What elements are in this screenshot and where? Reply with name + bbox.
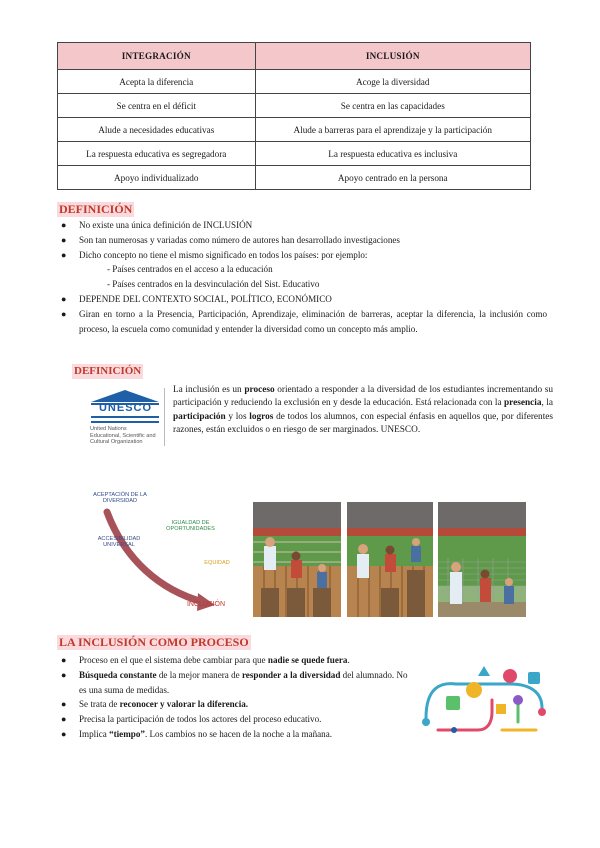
bullet-icon: ●	[61, 308, 67, 319]
list-item: ● Implica “tiempo”. Los cambios no se hacen de la noche a la mañana.	[57, 727, 417, 742]
header-integracion: INTEGRACIÓN	[58, 43, 256, 70]
unesco-caption-line: Educational, Scientific and	[90, 432, 156, 439]
list-item: ● Se trata de reconocer y valorar la diferencia.	[57, 697, 417, 712]
table-cell: Apoyo individualizado	[58, 166, 256, 190]
table-row	[58, 70, 531, 94]
header-inclusion: INCLUSIÓN	[255, 43, 531, 70]
unesco-logo-text: UNESCO	[98, 402, 153, 414]
list-item: ● No existe una única definición de INCLUSIÓN	[57, 218, 547, 233]
bullet-icon: ●	[61, 293, 67, 304]
table-header-row	[58, 43, 531, 70]
bullet-icon: ●	[61, 699, 67, 710]
equality-illustration-photo	[253, 502, 341, 617]
table-row	[58, 118, 531, 142]
diagram-label-inclusion: INCLUSIÓN	[186, 601, 226, 608]
definicion-list	[57, 218, 547, 336]
table-cell: La respuesta educativa es segregadora	[58, 142, 256, 166]
section-title-definicion: DEFINICIÓN	[59, 202, 133, 216]
table-cell: Se centra en el déficit	[58, 94, 256, 118]
section-title-unesco-definicion: DEFINICIÓN	[74, 365, 142, 377]
bullet-icon: ●	[61, 220, 67, 230]
unesco-definition-paragraph: La inclusión es un proceso orientado a responder a la diversidad de los estudiantes incrementando su participación y reduciendo la exclusión en y desde la educación. Está relacionada con la presencia, la participación y los logros de todos los alumnos, con especial énfasis en aquellos que, por diferentes razones, están excluidos o en riesgo de ser marginados. UNESCO.	[173, 385, 554, 436]
diagram-label-aceptacion: ACEPTACIÓN DE LA DIVERSIDAD	[93, 492, 147, 505]
diagram-label-igualdad: IGUALDAD DE OPORTUNIDADES	[166, 520, 215, 533]
bullet-icon: ●	[61, 714, 67, 725]
diagram-label-accesibilidad: ACCESIBILIDAD UNIVERSAL	[97, 536, 141, 549]
inclusion-illustration-photo	[438, 502, 526, 617]
table-cell: Alude a necesidades educativas	[58, 118, 256, 142]
list-item: ● Proceso en el que el sistema debe cambiar para que nadie se quede fuera.	[57, 653, 417, 668]
list-item: ● Son tan numerosas y variadas como número de autores han desarrollado investigaciones	[57, 233, 547, 248]
bullet-icon: ●	[61, 669, 67, 680]
table-row	[58, 142, 531, 166]
equity-illustration-photo	[347, 502, 433, 617]
pipeline-node-icon	[422, 718, 430, 726]
vertical-divider	[164, 388, 165, 446]
unesco-caption-line: United Nations	[90, 426, 127, 432]
diagram-label-equidad: EQUIDAD	[204, 560, 230, 566]
list-item: ● Búsqueda constante de la mejor manera de responder a la diversidad del alumnado. No es una suma de medidas.	[61, 669, 408, 695]
table-cell: Acoge la diversidad	[255, 70, 531, 94]
list-item: ● DEPENDE DEL CONTEXTO SOCIAL, POLÍTICO, ECONÓMICO	[57, 292, 547, 307]
inclusion-concept-diagram	[85, 490, 245, 620]
table-cell: Acepta la diferencia	[58, 70, 256, 94]
section-title-proceso: LA INCLUSIÓN COMO PROCESO	[59, 635, 249, 649]
list-subitem: - Países centrados en la desvinculación del Sist. Educativo	[107, 279, 320, 290]
proceso-list	[57, 653, 417, 742]
table-row	[58, 94, 531, 118]
list-item: ● Dicho concepto no tiene el mismo significado en todos los países: por ejemplo:	[57, 248, 547, 263]
table-cell: La respuesta educativa es inclusiva	[255, 142, 531, 166]
list-subitem: - Países centrados en el acceso a la educación	[107, 264, 273, 275]
table-cell: Se centra en las capacidades	[255, 94, 531, 118]
process-pipeline-illustration	[418, 660, 553, 740]
table-cell: Apoyo centrado en la persona	[255, 166, 531, 190]
comparison-table	[57, 42, 531, 190]
unesco-logo	[88, 388, 163, 446]
list-item: ● Giran en torno a la Presencia, Participación, Aprendizaje, eliminación de barreras, aceptar la diferencia, la inclusión como proceso, la escuela como comunidad y entender la diversidad como un concepto más amplio.	[61, 308, 547, 334]
bullet-icon: ●	[61, 234, 67, 245]
bullet-icon: ●	[61, 655, 67, 665]
list-item: ● Precisa la participación de todos los actores del proceso educativo.	[57, 712, 417, 727]
unesco-caption-line: Cultural Organization	[90, 439, 143, 446]
bullet-icon: ●	[61, 728, 67, 739]
table-cell: Alude a barreras para el aprendizaje y la participación	[255, 118, 531, 142]
table-row	[58, 166, 531, 190]
bullet-icon: ●	[61, 249, 67, 260]
